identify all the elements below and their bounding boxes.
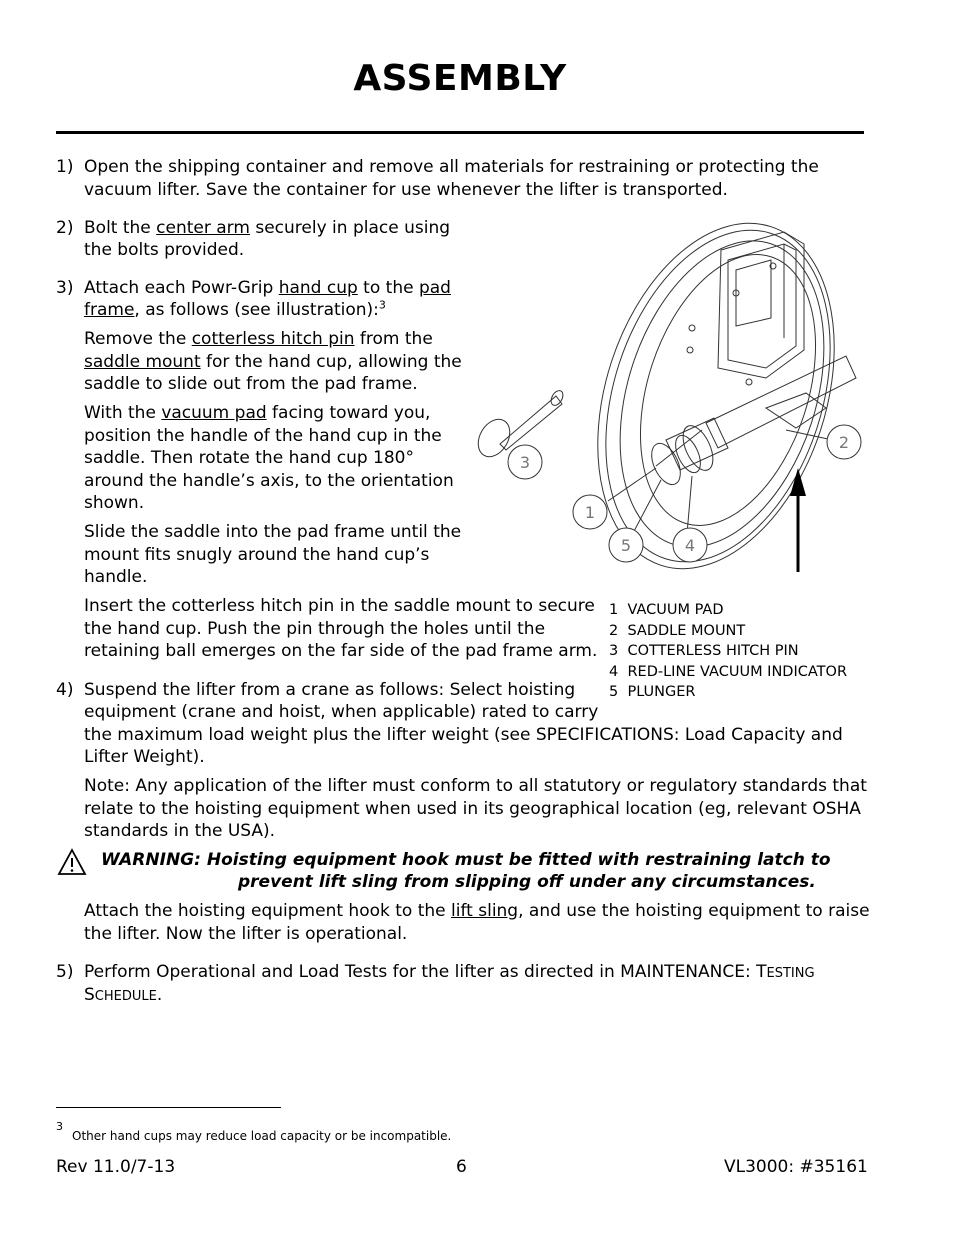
hitch-pin-term: cotterless hitch pin [191,329,355,349]
center-arm-link: center arm [156,218,250,238]
step-2-line-1: Bolt the center arm securely in place using [84,218,451,238]
step-3-p2-line-1: With the vacuum pad facing toward you, [84,403,431,423]
step-4-attach-line-2: the lifter. Now the lifter is operational. [84,924,408,944]
step-3-p4-line-1: Insert the cotterless hitch pin in the saddle mount to secure [84,596,595,616]
step-3-line-1: Attach each Powr-Grip hand cup to the pad [84,278,451,298]
step-3-p3-line-1: Slide the saddle into the pad frame until the [84,522,462,542]
pad-frame-term: pad [418,278,451,298]
hand-cup-term: hand cup [278,278,358,298]
vacuum-pad-outer-ring [556,218,875,584]
callout-4-label: 4 [684,536,696,555]
legend-item: 3 COTTERLESS HITCH PIN [609,643,799,660]
step-3-p2-line-4: around the handle’s axis, to the orientation [84,471,454,491]
step-2-line-2: the bolts provided. [84,240,245,260]
footnote-ref: 3 [378,298,386,312]
footnote-text: Other hand cups may reduce load capacity or be incompatible. [72,1129,452,1143]
step-4-line-2: equipment (crane and hoist, when applicable) rated to carry [84,702,599,722]
step-3-p4-line-3: retaining ball emerges on the far side of the pad frame arm. [84,641,598,661]
step-4-line-3: the maximum load weight plus the lifter weight (see SPECIFICATIONS: Load Capacity and [84,725,843,745]
footnote-rule [56,1107,281,1108]
warning-line-1: WARNING: Hoisting equipment hook must be fitted with restraining latch to [101,850,831,870]
step-3-line-2: frame, as follows (see illustration):$^3$ [84,298,386,320]
step-4-attach-line-1: Attach the hoisting equipment hook to the lift sling, and use the hoisting equipment to raise [84,901,870,921]
step-3-p1-line-1: Remove the cotterless hitch pin from the [84,329,433,349]
step-3-p2-line-3: saddle. Then rotate the hand cup 180° [84,448,414,468]
callout-2-label: 2 [838,433,850,452]
step-4-number: 4) [56,680,74,700]
step-4-note-line-2: relate to the hoisting equipment when used in its geographical location (eg, relevant OSHA [84,799,861,819]
step-4-line-4: Lifter Weight). [84,747,205,767]
footer-page-number: 6 [456,1157,467,1177]
pad-frame-term-cont: frame [84,300,135,320]
legend-item: 5 PLUNGER [609,684,696,701]
step-2-number: 2) [56,218,74,238]
step-5-line-1: Perform Operational and Load Tests for the lifter as directed in MAINTENANCE: TESTING [84,962,815,982]
footer-document-id: VL3000: #35161 [724,1157,868,1177]
step-3-p1-line-2: saddle mount for the hand cup, allowing the [84,352,462,372]
warning-icon [57,848,87,876]
callout-1-label: 1 [584,503,596,522]
step-3-p1-line-3: saddle to slide out from the pad frame. [84,374,418,394]
warning-line-2: prevent lift sling from slipping off under any circumstances. [238,872,816,892]
vacuum-pad-term: vacuum pad [161,403,267,423]
step-3-p4-line-2: the hand cup. Push the pin through the holes until the [84,619,546,639]
hand-cup-illustration [466,218,876,584]
callout-5-label: 5 [620,536,632,555]
step-3-p2-line-5: shown. [84,493,145,513]
page-title: ASSEMBLY [353,58,567,99]
footnote-number: 3 [56,1120,63,1133]
legend-item: 1 VACUUM PAD [609,602,724,618]
step-4-line-1: Suspend the lifter from a crane as follows: Select hoisting [84,680,576,700]
step-5-number: 5) [56,962,74,982]
legend-item: 4 RED-LINE VACUUM INDICATOR [609,663,848,680]
red-line-indicator-shape [677,421,719,475]
title-rule [56,131,864,134]
step-1-number: 1) [56,157,74,177]
step-4-note-line-3: standards in the USA). [84,821,276,841]
saddle-mount-term: saddle mount [84,352,201,372]
step-1-text: Open the shipping container and remove all materials for restraining or protecting the vacuum lifter. Save the container for use whenever the lifter is transported. [84,157,819,200]
step-3-p2-line-2: position the handle of the hand cup in the [84,426,442,446]
legend-list [609,600,847,703]
step-3-p3-line-3: handle. [84,567,148,587]
step-4-note-line-1: Note: Any application of the lifter must conform to all statutory or regulatory standards that [84,776,867,796]
lift-sling-term: lift sling [451,901,519,921]
callout-3-label: 3 [519,453,531,472]
legend-item: 2 SADDLE MOUNT [609,622,746,639]
step-3-number: 3) [56,278,74,298]
saddle-mount-shape [718,232,804,378]
step-3-p3-line-2: mount fits snugly around the hand cup’s [84,545,430,565]
step-5-line-2: SCHEDULE. [84,985,163,1005]
footer-revision: Rev 11.0/7-13 [56,1157,176,1177]
